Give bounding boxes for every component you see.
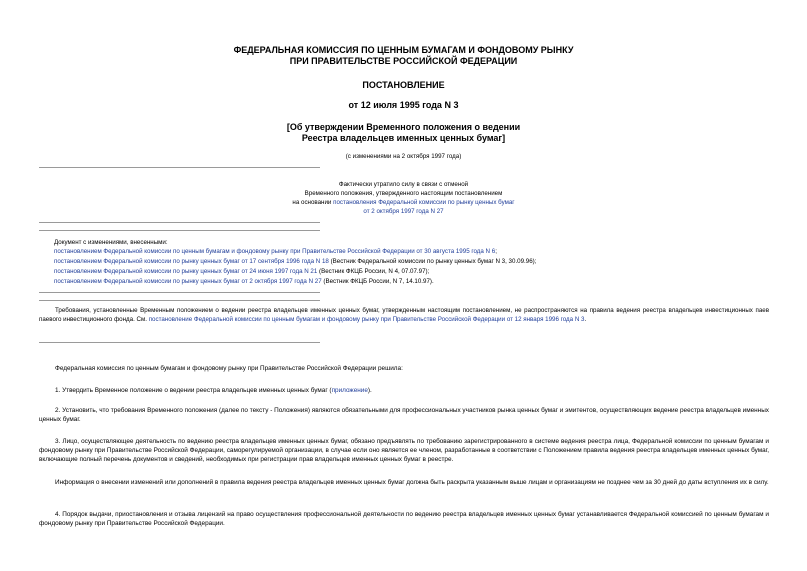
divider bbox=[39, 300, 320, 301]
paragraph-2: 2. Установить, что требования Временного положения (далее по тексту - Положения) являются обязательными для профессиональных участников рынка ценных бумаг и эмитентов, осуществляющих ведение реестра владельцев именных ценных бумаг. bbox=[39, 407, 769, 424]
requirements-link[interactable]: постановление Федеральной комиссии по ценным бумагам и фондовому рынку при Правительстве Российской Федерации от 12 января 1996 года N 3 bbox=[148, 316, 585, 323]
divider bbox=[39, 222, 320, 223]
amendment-item bbox=[54, 247, 497, 256]
appendix-link[interactable]: приложение bbox=[331, 387, 368, 394]
amendment-link[interactable]: постановлением Федеральной комиссии по рынку ценных бумаг от 24 июня 1997 года N 21 bbox=[54, 268, 318, 275]
lost-force-line-1: Фактически утратило силу в связи с отменой bbox=[338, 181, 469, 188]
lost-force-prefix: на основании bbox=[292, 199, 334, 206]
amendment-link[interactable]: постановлением Федеральной комиссии по рынку ценных бумаг от 17 сентября 1996 года N 18 bbox=[54, 258, 329, 265]
lost-force-line-3 bbox=[0, 198, 807, 207]
divider bbox=[39, 292, 320, 293]
amendment-suffix: (Вестник ФКЦБ России, N 7, 14.10.97). bbox=[321, 278, 434, 285]
document-title-line-1: [Об утверждении Временного положения о ведении bbox=[286, 122, 521, 132]
lost-force-link-date[interactable]: от 2 октября 1997 года N 27 bbox=[363, 208, 444, 215]
issuer-line-2: ПРИ ПРАВИТЕЛЬСТВЕ РОССИЙСКОЙ ФЕДЕРАЦИИ bbox=[289, 56, 518, 66]
requirements-text: Требования, установленные Временным положением о ведении реестра владельцев именных ценных бумаг, утвержденным настоящим постановлением, не распространяются на правила ведения реестра владельцев инвестиционных паев паевого инвестиционного фонда. См. bbox=[39, 307, 769, 323]
document-type: ПОСТАНОВЛЕНИЕ bbox=[362, 80, 445, 90]
paragraph-3: 3. Лицо, осуществляющее деятельность по ведению реестра владельцев именных ценных бумаг, обязано предъявлять по требованию зарегистрированного в системе ведения реестра лица, Федеральной комиссии по ценным бумагам и фондовому рынку при Правительстве Российской Федерации, саморегулируемой организации, в случае если оно является ее членом, разработанные в соответствии с Положением правила ведения реестра владельцев именных ценных бумаг, включающие полный перечень документов и сведений, необходимых при регистрации прав владельцев именных ценных бумаг в реестре. bbox=[39, 438, 769, 464]
paragraph-1 bbox=[39, 386, 769, 395]
paragraph-3-info: Информация о внесении изменений или дополнений в правила ведения реестра владельцев именных ценных бумаг должна быть раскрыта указанным выше лицам и организациям не позднее чем за 30 дней до даты вступления их в силу. bbox=[55, 479, 769, 486]
requirements-note bbox=[39, 306, 769, 324]
requirements-suffix: . bbox=[584, 316, 587, 323]
divider bbox=[39, 342, 320, 343]
amendment-item bbox=[54, 277, 434, 286]
lost-force-line-2: Временного положения, утвержденного настоящим постановлением bbox=[304, 190, 503, 197]
document-date-number: от 12 июля 1995 года N 3 bbox=[348, 100, 459, 110]
issuer-line-1: ФЕДЕРАЛЬНАЯ КОМИССИЯ ПО ЦЕННЫМ БУМАГАМ И ФОНДОВОМУ РЫНКУ bbox=[233, 45, 574, 55]
lost-force-link[interactable]: постановления Федеральной комиссии по рынку ценных бумаг bbox=[333, 199, 515, 206]
paragraph-4: 4. Порядок выдачи, приостановления и отзыва лицензий на право осуществления профессиональной деятельности по ведению реестра владельцев именных ценных бумаг устанавливается Федеральной комиссией по ценным бумагам и фондовому рынку при Правительстве Российской Федерации. bbox=[39, 511, 769, 528]
divider bbox=[39, 167, 320, 168]
lost-force-line-4 bbox=[0, 207, 807, 216]
amendment-link[interactable]: постановлением Федеральной комиссии по ценным бумагам и фондовому рынку при Правительстве Российской Федерации от 30 августа 1995 года N 6 bbox=[54, 248, 496, 255]
amendment-suffix: (Вестник Федеральной комиссии по рынку ценных бумаг N 3, 30.09.96); bbox=[328, 258, 537, 265]
divider bbox=[39, 230, 320, 231]
amendment-suffix: (Вестник ФКЦБ России, N 4, 07.07.97); bbox=[317, 268, 430, 275]
document-title-line-2: Реестра владельцев именных ценных бумаг] bbox=[301, 133, 506, 143]
resolves-paragraph: Федеральная комиссия по ценным бумагам и фондовому рынку при Правительстве Российской Федерации решила: bbox=[55, 365, 403, 372]
paragraph-1-text: 1. Утвердить Временное положение о ведении реестра владельцев именных ценных бумаг ( bbox=[55, 387, 332, 394]
amendment-item bbox=[54, 257, 536, 266]
amendment-item bbox=[54, 267, 429, 276]
paragraph-1-suffix: ). bbox=[367, 387, 372, 394]
amendment-suffix: ; bbox=[495, 248, 497, 255]
amendment-link[interactable]: постановлением Федеральной комиссии по рынку ценных бумаг от 2 октября 1997 года N 27 bbox=[54, 278, 322, 285]
changes-note: (с изменениями на 2 октября 1997 года) bbox=[345, 153, 462, 160]
amendments-intro: Документ с изменениями, внесенными: bbox=[54, 239, 168, 246]
